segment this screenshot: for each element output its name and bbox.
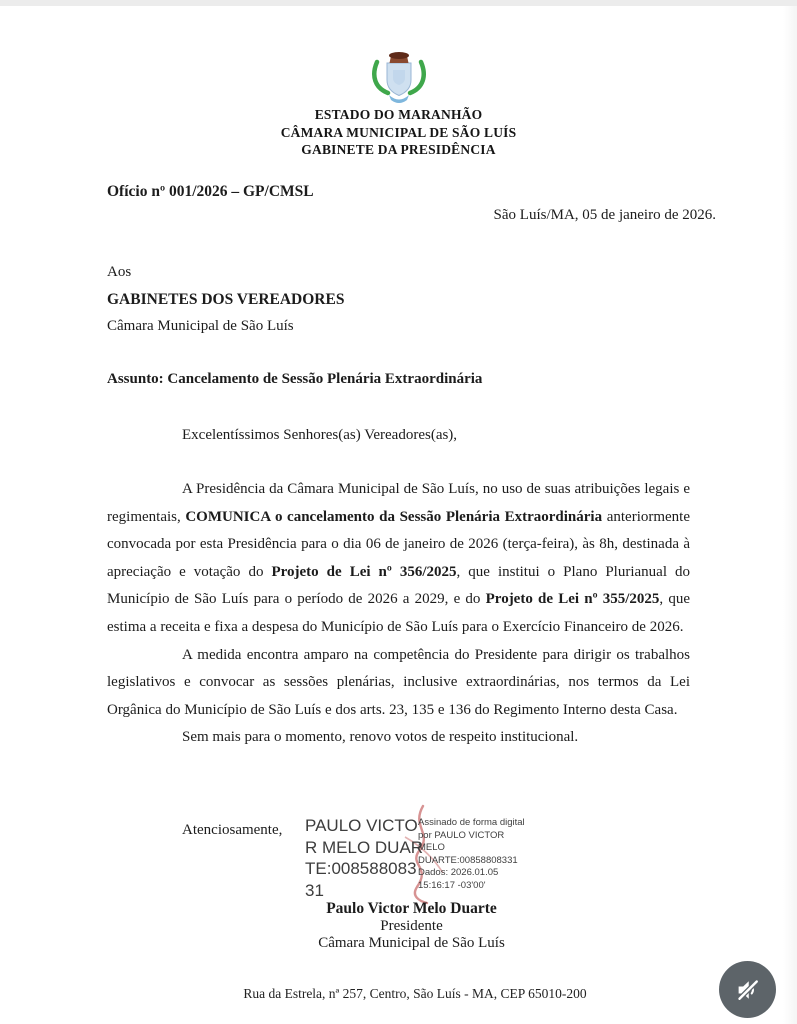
recipient-block <box>107 259 344 340</box>
letterhead-line-office: GABINETE DA PRESIDÊNCIA <box>301 142 496 157</box>
digital-signature-stamp-name: PAULO VICTOR MELO DUARTE:00858808331 <box>305 816 424 900</box>
letterhead-line-state: ESTADO DO MARANHÃO <box>314 107 483 122</box>
letterhead-line-chamber: CÂMARA MUNICIPAL DE SÃO LUÍS <box>280 124 517 140</box>
body-paragraph: A medida encontra amparo na competência do Presidente para dirigir os trabalhos legislativos e convocar as sessões plenárias, inclusive extraordinárias, nos termos da Lei Orgânica do Município de São Luís e dos arts. 23, 135 e 136 do Regimento Interno desta Casa. <box>107 646 690 718</box>
footer-address: Rua da Estrela, nª 257, Centro, São Luís - MA, CEP 65010-200 <box>243 986 587 1001</box>
recipient-intro: Aos <box>107 264 132 280</box>
closing-phrase: Atenciosamente, <box>182 822 283 838</box>
letterhead <box>0 50 797 159</box>
speaker-muted-icon <box>733 975 763 1005</box>
signature-area <box>107 805 690 901</box>
letter-body <box>107 476 690 752</box>
photo-edge-strip <box>0 0 797 6</box>
signer-org: Câmara Municipal de São Luís <box>318 935 505 951</box>
dateline: São Luís/MA, 05 de janeiro de 2026. <box>493 207 716 223</box>
body-paragraph: A Presidência da Câmara Municipal de São Luís, no uso de suas atribuições legais e regimentais, COMUNICA o cancelamento da Sessão Plenária Extraordinária anteriormente convocada por esta Presidência para o dia 06 de janeiro de 2026 (terça-feira), às 8h, destinada à apreciação e votação do Projeto de Lei nº 356/2025, que institui o Plano Plurianual do Município de São Luís para o período de 2026 a 2029, e do Projeto de Lei nº 355/2025, que estima a receita e fixa a despesa do Município de São Luís para o Exercício Financeiro de 2026. <box>107 481 691 635</box>
body-paragraph: Sem mais para o momento, renovo votos de respeito institucional. <box>182 729 579 746</box>
digital-signature-stamp-details: Assinado de forma digital por PAULO VICTOR MELO DUARTE:00858808331 Dados: 2026.01.05 15:16:17 -03'00' <box>418 817 525 891</box>
mute-button[interactable] <box>719 961 776 1018</box>
salutation: Excelentíssimos Senhores(as) Vereadores(as), <box>182 427 458 443</box>
recipient-org: Câmara Municipal de São Luís <box>107 318 294 334</box>
document-reference: Ofício nº 001/2026 – GP/CMSL <box>107 183 314 200</box>
signer-name: Paulo Victor Melo Duarte <box>326 900 497 917</box>
signer-role: Presidente <box>380 917 443 934</box>
recipient-name: GABINETES DOS VEREADORES <box>107 291 345 308</box>
subject-line: Assunto: Cancelamento de Sessão Plenária Extraordinária <box>107 371 483 387</box>
municipal-coat-of-arms-icon <box>367 50 431 104</box>
signer-block <box>107 900 716 953</box>
